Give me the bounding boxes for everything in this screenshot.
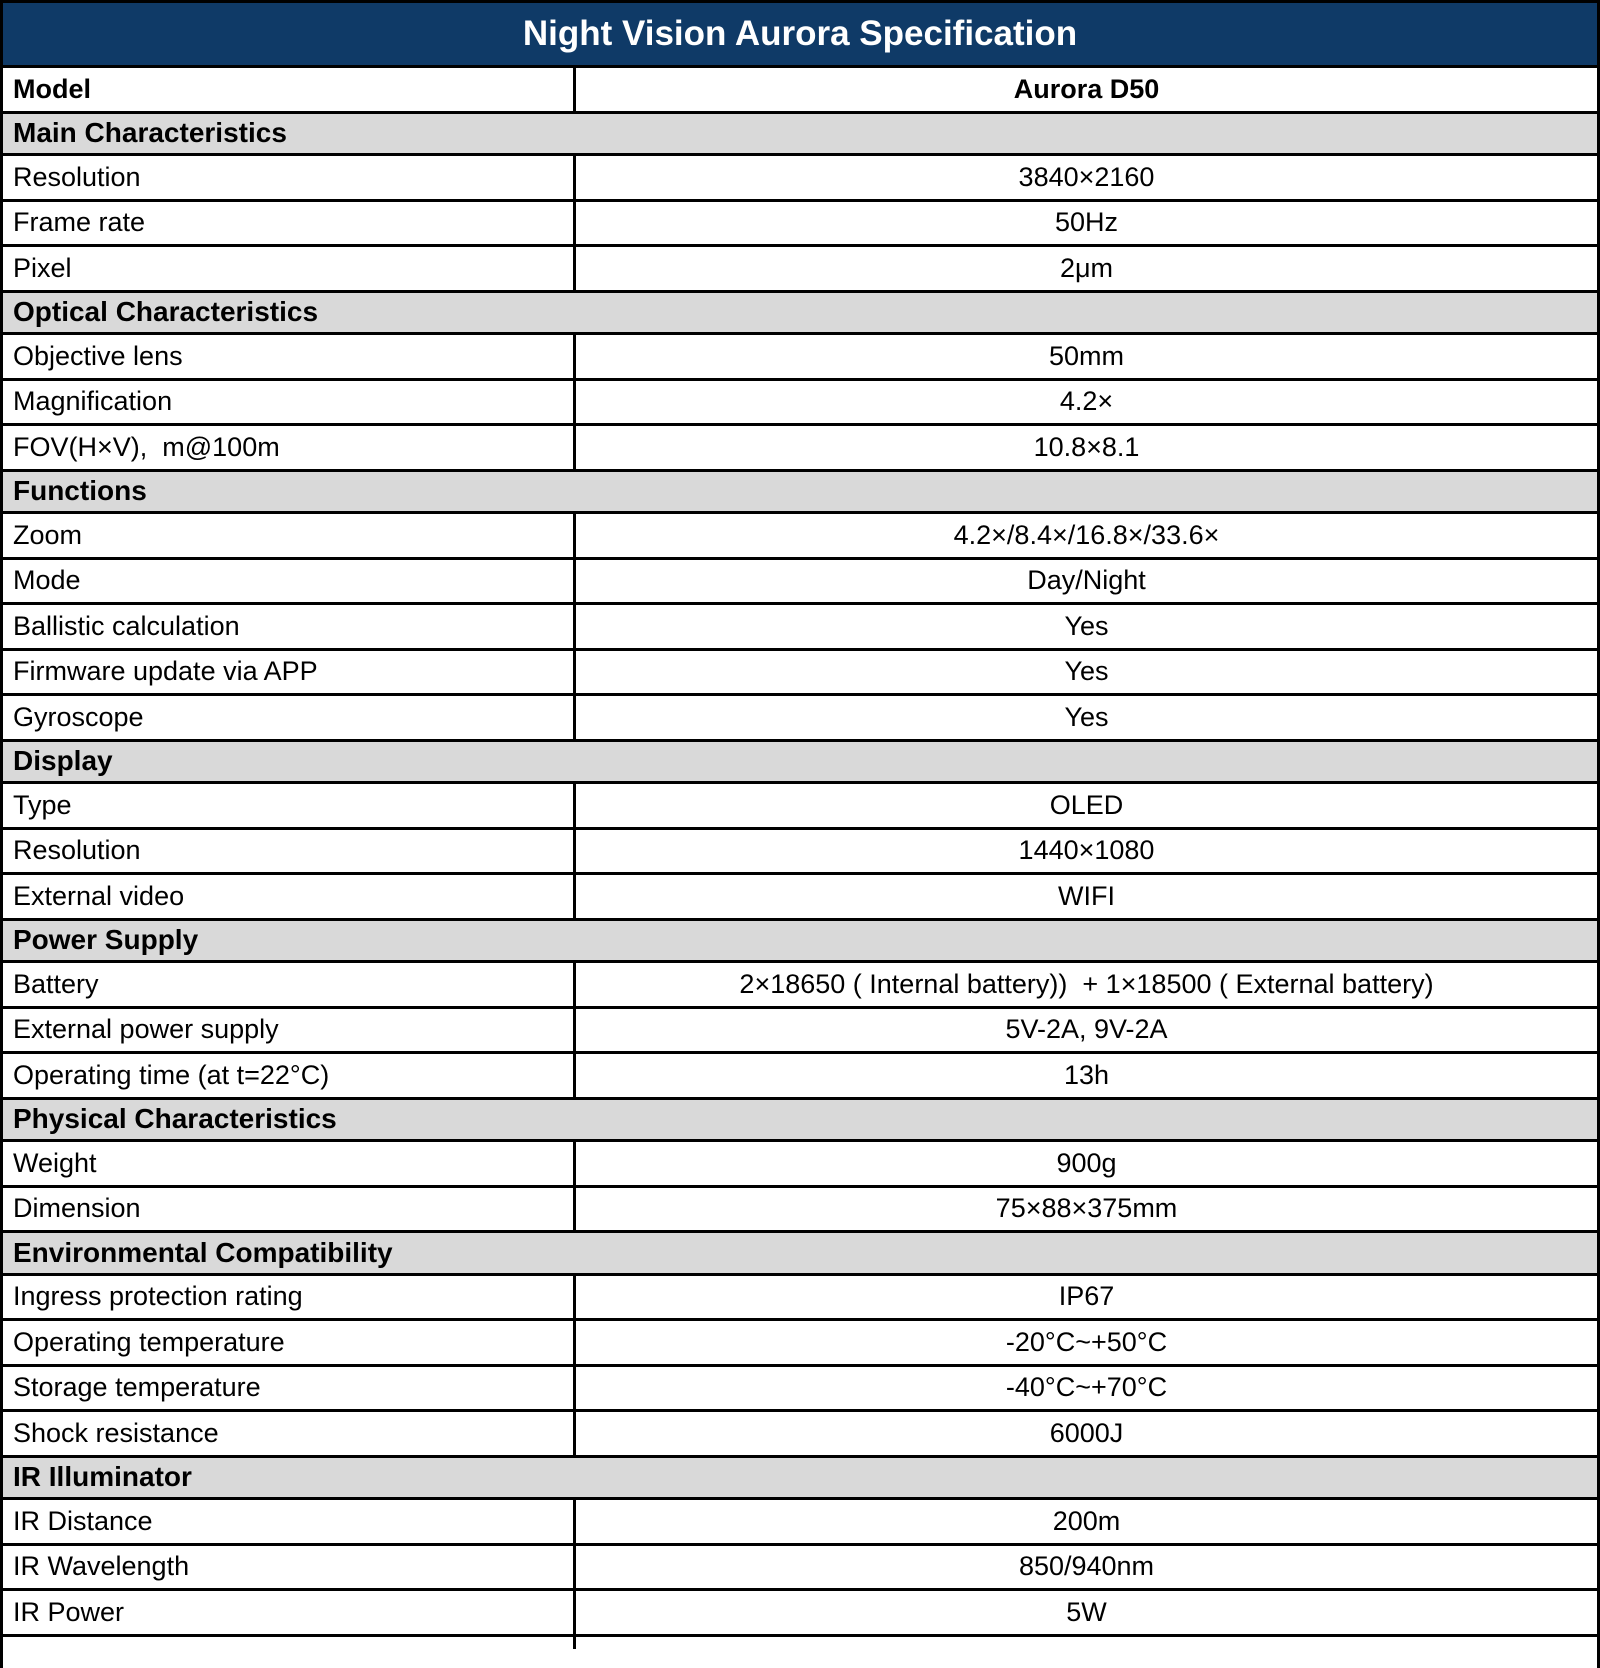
row-label: Battery — [13, 968, 99, 999]
row-value: Yes — [573, 696, 1597, 739]
section-header: Optical Characteristics — [3, 293, 1597, 336]
table-row — [3, 335, 1597, 381]
table-row — [3, 156, 1597, 202]
row-label: Dimension — [13, 1193, 141, 1224]
row-label: Zoom — [13, 519, 83, 550]
table-row — [3, 560, 1597, 606]
row-label: Mode — [13, 565, 81, 596]
table-row — [3, 1500, 1597, 1546]
table-row — [3, 1054, 1597, 1100]
table-row — [3, 963, 1597, 1009]
table-row — [3, 605, 1597, 651]
table-row — [3, 651, 1597, 697]
row-label: Resolution — [13, 835, 141, 866]
row-label: FOV(H×V), m@100m — [13, 431, 280, 462]
row-label: Shock resistance — [13, 1417, 219, 1448]
row-value: WIFI — [573, 875, 1597, 918]
table-row — [3, 426, 1597, 472]
partial-row-value-cell — [573, 1637, 1597, 1649]
row-value: 850/940nm — [573, 1546, 1597, 1589]
row-label: Operating temperature — [13, 1326, 285, 1357]
table-row — [3, 1591, 1597, 1637]
table-title: Night Vision Aurora Specification — [3, 3, 1597, 68]
partial-row-sliver — [3, 1637, 1597, 1649]
row-value: 13h — [573, 1054, 1597, 1097]
row-value: 10.8×8.1 — [573, 426, 1597, 469]
row-value: 900g — [573, 1142, 1597, 1185]
table-row — [3, 696, 1597, 742]
table-row — [3, 1276, 1597, 1322]
row-label: Operating time (at t=22°C) — [13, 1059, 330, 1090]
row-label: IR Power — [13, 1596, 125, 1627]
table-row — [3, 875, 1597, 921]
table-row — [3, 202, 1597, 248]
row-label: IR Distance — [13, 1505, 153, 1536]
row-label: Frame rate — [13, 207, 146, 238]
row-label: Ballistic calculation — [13, 610, 240, 641]
table-row — [3, 514, 1597, 560]
row-value: 50mm — [573, 335, 1597, 378]
row-label: Firmware update via APP — [13, 656, 318, 687]
section-header: IR Illuminator — [3, 1458, 1597, 1501]
row-value: Yes — [573, 605, 1597, 648]
row-value: 1440×1080 — [573, 830, 1597, 873]
table-row — [3, 1188, 1597, 1234]
table-row — [3, 1142, 1597, 1188]
row-value: Day/Night — [573, 560, 1597, 603]
row-label: Objective lens — [13, 340, 183, 371]
table-row — [3, 1367, 1597, 1413]
table-row — [3, 381, 1597, 427]
partial-row-label-cell — [3, 1637, 573, 1649]
row-label: Ingress protection rating — [13, 1281, 303, 1312]
row-label: Magnification — [13, 386, 173, 417]
section-header: Power Supply — [3, 921, 1597, 964]
row-value: 5W — [573, 1591, 1597, 1634]
table-row — [3, 1546, 1597, 1592]
row-value: 3840×2160 — [573, 156, 1597, 199]
row-value: 75×88×375mm — [573, 1188, 1597, 1231]
section-header: Display — [3, 742, 1597, 785]
table-row — [3, 1321, 1597, 1367]
row-value: 2μm — [573, 247, 1597, 290]
row-label: Storage temperature — [13, 1372, 261, 1403]
row-value: Aurora D50 — [573, 68, 1597, 111]
row-value: -40°C~+70°C — [573, 1367, 1597, 1410]
table-row — [3, 784, 1597, 830]
row-value: 4.2×/8.4×/16.8×/33.6× — [573, 514, 1597, 557]
row-value: 4.2× — [573, 381, 1597, 424]
row-value: 5V-2A, 9V-2A — [573, 1009, 1597, 1052]
row-label: Weight — [13, 1147, 97, 1178]
table-row — [3, 247, 1597, 293]
row-label: Pixel — [13, 252, 72, 283]
section-header: Functions — [3, 472, 1597, 515]
row-label: Type — [13, 789, 72, 820]
row-label: External video — [13, 880, 185, 911]
row-value: OLED — [573, 784, 1597, 827]
table-row — [3, 1412, 1597, 1458]
row-value: 2×18650 ( Internal battery)) + 1×18500 ( External battery) — [573, 963, 1597, 1006]
row-value: -20°C~+50°C — [573, 1321, 1597, 1364]
row-label: IR Wavelength — [13, 1551, 190, 1582]
row-value: Yes — [573, 651, 1597, 694]
section-header: Main Characteristics — [3, 114, 1597, 157]
row-value: IP67 — [573, 1276, 1597, 1319]
row-label: External power supply — [13, 1014, 279, 1045]
row-label: Gyroscope — [13, 701, 144, 732]
table-row — [3, 830, 1597, 876]
table-body — [3, 114, 1597, 1637]
row-value: 6000J — [573, 1412, 1597, 1455]
table-row — [3, 1009, 1597, 1055]
row-value: 200m — [573, 1500, 1597, 1543]
row-label: Resolution — [13, 161, 141, 192]
section-header: Environmental Compatibility — [3, 1233, 1597, 1276]
table-row-model — [3, 68, 1597, 114]
section-header: Physical Characteristics — [3, 1100, 1597, 1143]
row-value: 50Hz — [573, 202, 1597, 245]
row-label: Model — [13, 73, 91, 104]
